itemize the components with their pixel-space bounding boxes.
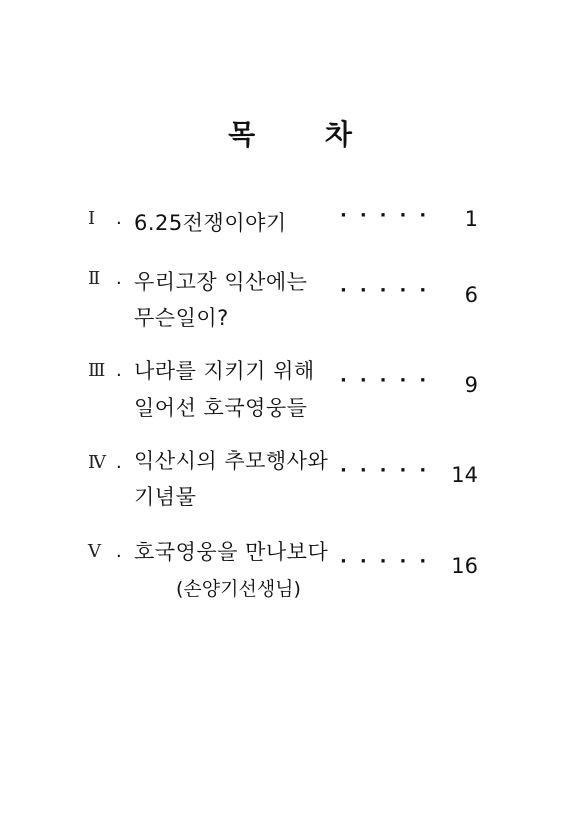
entry-title-line: 익산시의 추모행사와 — [134, 449, 329, 473]
entry-page-number: 9 — [464, 373, 478, 397]
entry-title-line: 호국영웅을 만나보다 — [134, 540, 329, 564]
entry-numeral: Ⅰ — [88, 208, 96, 229]
entry-subtitle-line: (손양기선생님) — [176, 578, 301, 600]
toc-title: 목 차 — [228, 118, 382, 151]
entry-title-line: 6.25전쟁이야기 — [134, 211, 287, 235]
entry-title-line: 기념물 — [134, 485, 197, 509]
entry-numeral: Ⅴ — [88, 541, 101, 562]
entry-separator: . — [116, 541, 122, 562]
entry-page-number: 14 — [451, 463, 478, 487]
dot-leader: ····· — [340, 205, 440, 226]
entry-separator: . — [116, 268, 122, 289]
dot-leader: ····· — [340, 551, 440, 572]
entry-title-line: 우리고장 익산에는 — [134, 270, 308, 294]
entry-page-number: 16 — [451, 554, 478, 578]
entry-page-number: 6 — [464, 283, 478, 307]
entry-numeral: Ⅳ — [88, 452, 106, 473]
entry-title-line: 나라를 지키기 위해 — [134, 359, 315, 383]
dot-leader: ····· — [340, 460, 440, 481]
dot-leader: ····· — [340, 370, 440, 391]
entry-title-line: 무슨일이? — [134, 306, 229, 330]
dot-leader: ····· — [340, 280, 440, 301]
entry-separator: . — [116, 452, 122, 473]
entry-page-number: 1 — [464, 207, 478, 231]
entry-separator: . — [116, 208, 122, 229]
entry-separator: . — [116, 360, 122, 381]
entry-numeral: Ⅲ — [88, 360, 106, 381]
entry-numeral: Ⅱ — [88, 268, 101, 289]
entry-title-line: 일어선 호국영웅들 — [134, 396, 308, 420]
